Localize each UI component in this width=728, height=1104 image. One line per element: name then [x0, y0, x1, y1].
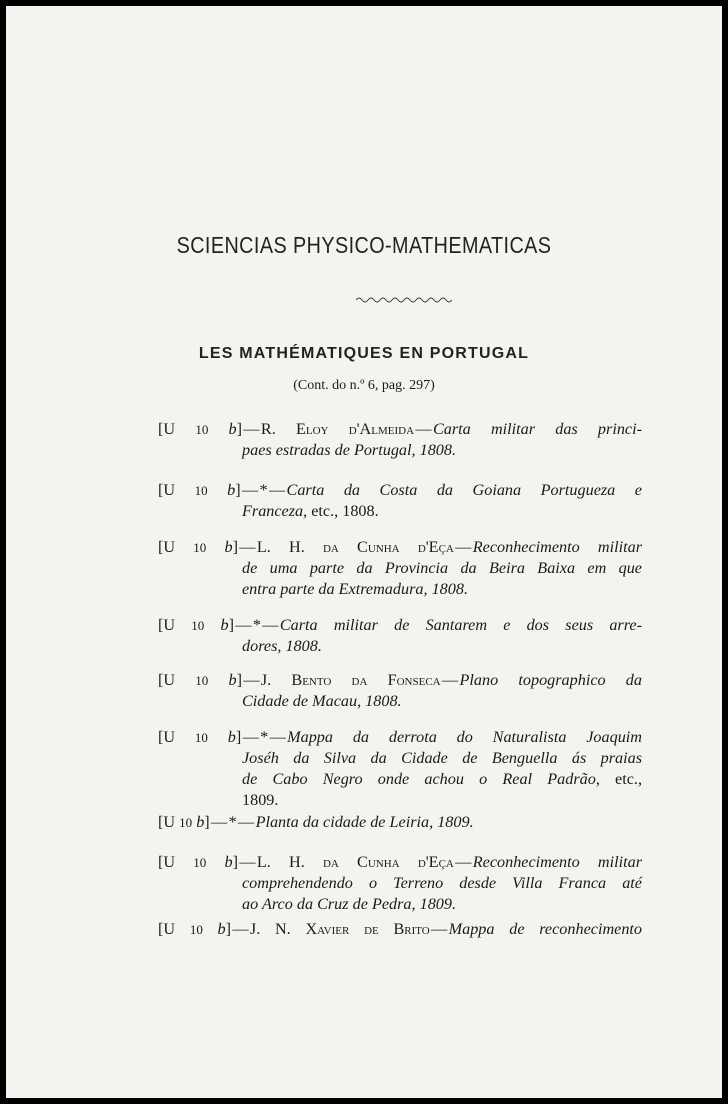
bibliography-entry: [U 10 b] — J. Bento da Fonseca — Plano topographico da Cidade de Macau, 1808. — [158, 671, 642, 710]
bibliography-entry: [U 10 b] — * — Mappa da derrota do Naturalista Joaquim Joséh da Silva da Cidade de Benguella ás praias de Cabo Negro onde achou o Real Padrão, etc., 1809. — [158, 728, 642, 809]
bibliography-entry: [U 10 b] — * — Carta da Costa da Goiana Portugueza e Franceza, etc., 1808. — [158, 481, 642, 520]
continuation-note: (Cont. do n.º 6, pag. 297) — [293, 378, 435, 393]
bibliography-entry: [U 10 b] — L. H. da Cunha d'Eça — Reconhecimento militar de uma parte da Provincia da Beira Baixa em que entra parte da Extremadura, 1808. — [158, 538, 643, 598]
bibliography-entry: [U 10 b] — R. Eloy d'Almeida — Carta militar das princi- paes estradas de Portugal, 1808. — [158, 420, 642, 459]
bibliography-entry: [U 10 b] — J. N. Xavier de Brito — Mappa de reconhecimento — [158, 920, 643, 938]
section-title: SCIENCIAS PHYSICO-MATHEMATICAS — [176, 232, 552, 258]
bibliography-entry: [U 10 b] — * — Planta da cidade de Leiria, 1809. — [158, 813, 474, 831]
bibliography-entry: [U 10 b] — * — Carta militar de Santarem e dos seus arre- dores, 1808. — [158, 616, 643, 655]
article-title: LES MATHÉMATIQUES EN PORTUGAL — [198, 345, 530, 362]
wavy-rule-ornament — [356, 296, 452, 304]
bibliography-entry: [U 10 b] — L. H. da Cunha d'Eça — Reconhecimento militar comprehendendo o Terreno desde Villa Franca até ao Arco da Cruz de Pedra, 1809. — [158, 853, 643, 913]
page — [6, 6, 722, 1098]
